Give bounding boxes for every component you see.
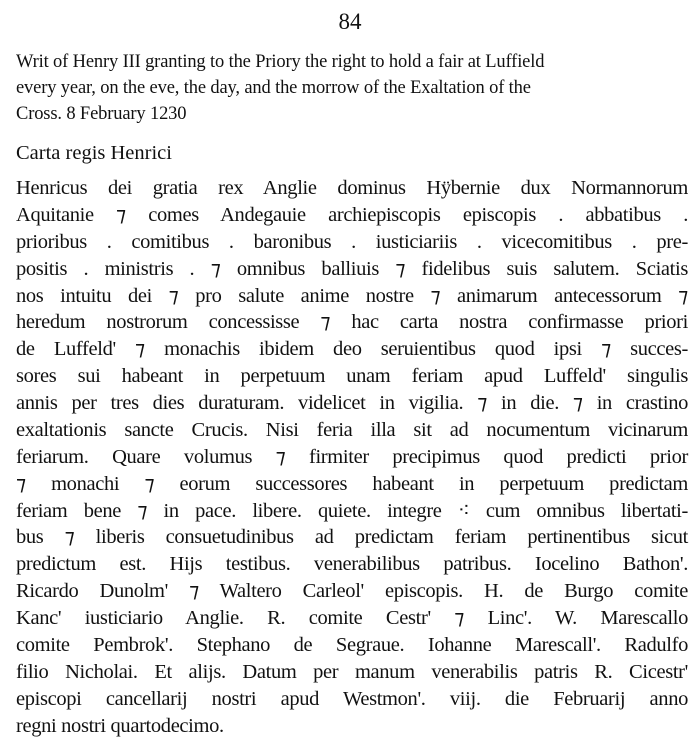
charter-line: ⁊ monachi ⁊ eorum successores habeant in perpetuum predictam — [16, 472, 688, 495]
charter-line: Ricardo Dunolm' ⁊ Waltero Carleol' episcopis. H. de Burgo comite — [16, 580, 688, 603]
charter-line: comite Pembrok'. Stephano de Segraue. Iohanne Marescall'. Radulfo — [16, 633, 688, 656]
charter-line: feriam bene ⁊ in pace. libere. quiete. integre ⁖ cum omnibus libertati- — [16, 499, 688, 522]
charter-line: heredum nostrorum concessisse ⁊ hac carta nostra confirmasse priori — [16, 311, 688, 334]
charter-line: Aquitanie ⁊ comes Andegauie archiepiscopis episcopis . abbatibus . — [16, 203, 688, 226]
charter-line: sores sui habeant in perpetuum unam feriam apud Luffeld' singulis — [16, 365, 688, 388]
charter-line: annis per tres dies duraturam. videlicet in vigilia. ⁊ in die. ⁊ in crastino — [16, 392, 688, 414]
heading-line: Writ of Henry III granting to the Priory the right to hold a fair at Luffield — [16, 52, 545, 72]
charter-line: exaltationis sancte Crucis. Nisi feria illa sit ad nocumentum vicinarum — [16, 418, 688, 441]
document-heading — [16, 49, 688, 127]
charter-line: Henricus dei gratia rex Anglie dominus Hÿbernie dux Normannorum — [16, 177, 688, 199]
charter-line: bus ⁊ liberis consuetudinibus ad predictam feriam pertinentibus sicut — [16, 526, 688, 549]
charter-line: prioribus . comitibus . baronibus . iusticiariis . vicecomitibus . pre- — [16, 230, 688, 253]
charter-line: episcopi cancellarij nostri apud Westmon'. viij. die Februarij anno — [16, 687, 688, 710]
page-number: 84 — [338, 9, 362, 34]
charter-line: Kanc' iusticiario Anglie. R. comite Cestr' ⁊ Linc'. W. Marescallo — [16, 607, 688, 629]
heading-line: Cross. 8 February 1230 — [16, 104, 187, 124]
charter-subtitle: Carta regis Henrici — [16, 142, 172, 164]
heading-line: every year, on the eve, the day, and the morrow of the Exaltation of the — [16, 78, 531, 98]
charter-line: positis . ministris . ⁊ omnibus balliuis ⁊ fidelibus suis salutem. Sciatis — [16, 257, 688, 280]
charter-line: regni nostri quartodecimo. — [16, 714, 224, 737]
charter-line: filio Nicholai. Et alijs. Datum per manum venerabilis patris R. Cicestr' — [16, 660, 688, 683]
charter-text — [16, 175, 688, 739]
charter-line: nos intuitu dei ⁊ pro salute anime nostre ⁊ animarum antecessorum ⁊ — [16, 284, 688, 307]
charter-line: predictum est. Hijs testibus. venerabilibus patribus. Iocelino Bathon'. — [16, 553, 688, 576]
charter-line: de Luffeld' ⁊ monachis ibidem deo seruientibus quod ipsi ⁊ succes- — [16, 338, 688, 361]
charter-line: feriarum. Quare volumus ⁊ firmiter precipimus quod predicti prior — [16, 445, 688, 468]
